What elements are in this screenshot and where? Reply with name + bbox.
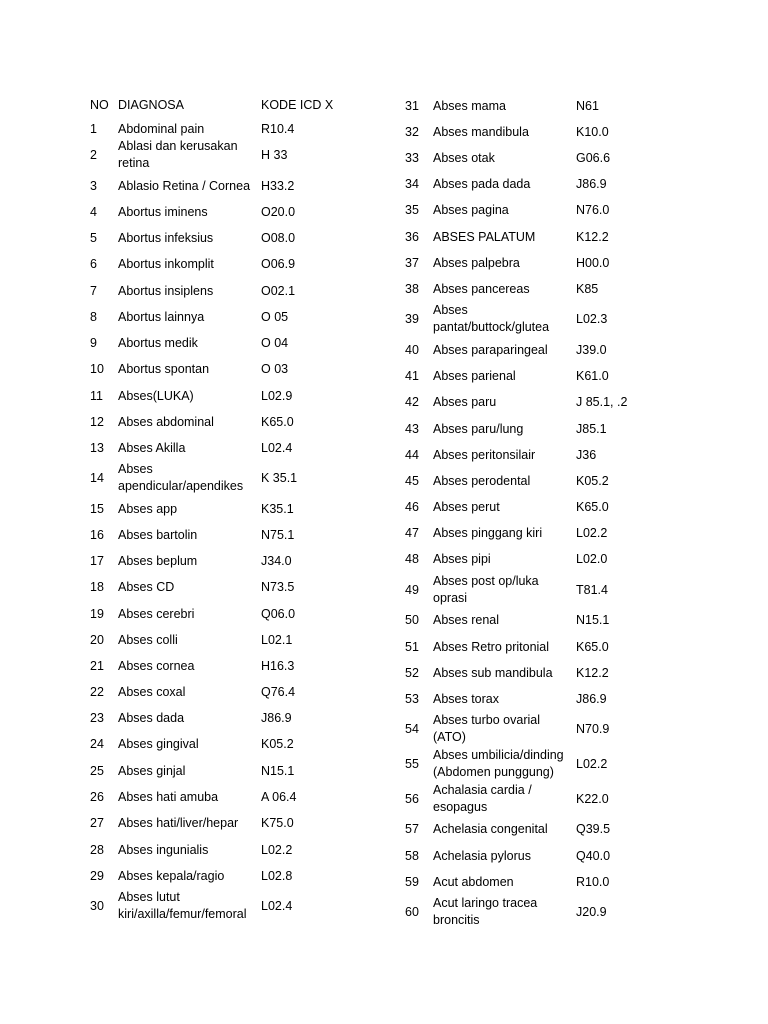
row-kode: K12.2 [576, 665, 609, 680]
row-diagnosa: Abses mama [433, 98, 506, 113]
row-kode: L02.2 [261, 842, 293, 857]
row-number: 41 [405, 368, 419, 383]
row-kode: J36 [576, 447, 597, 462]
row-number: 34 [405, 176, 419, 191]
row-diagnosa: Abses pada dada [433, 176, 531, 191]
row-number: 49 [405, 582, 419, 597]
table-row [90, 500, 294, 518]
row-diagnosa: Abses beplum [118, 553, 198, 568]
row-kode: A 06.4 [261, 789, 297, 804]
row-number: 33 [405, 150, 419, 165]
table-row [405, 847, 610, 865]
row-diagnosa: Abses ginjal [118, 763, 186, 778]
table-header [90, 97, 333, 114]
row-kode: J85.1 [576, 421, 607, 436]
table-row [90, 120, 294, 138]
row-number: 5 [90, 230, 97, 245]
table-row [405, 895, 607, 929]
row-diagnosa: Abses umbilicia/dinding (Abdomen punggung) [433, 748, 564, 779]
row-diagnosa: Abses abdominal [118, 414, 214, 429]
table-row [90, 657, 294, 675]
row-kode: O 05 [261, 309, 289, 324]
table-row [90, 177, 294, 195]
row-kode: R10.0 [576, 874, 610, 889]
row-kode: L02.8 [261, 868, 293, 883]
table-row [90, 889, 292, 923]
row-number: 40 [405, 342, 419, 357]
table-row [90, 138, 287, 172]
row-diagnosa: Abortus infeksius [118, 230, 214, 245]
table-row [405, 420, 607, 438]
row-kode: Q76.4 [261, 684, 296, 699]
row-kode: H 33 [261, 147, 288, 162]
row-number: 54 [405, 721, 419, 736]
table-row [405, 820, 610, 838]
table-row [90, 526, 294, 544]
row-number: 23 [90, 710, 104, 725]
row-kode: N15.1 [261, 763, 295, 778]
row-kode: O20.0 [261, 204, 296, 219]
row-diagnosa: Abses paru [433, 394, 497, 409]
row-diagnosa: Abortus inkomplit [118, 256, 214, 271]
row-diagnosa: Abses pagina [433, 202, 509, 217]
row-diagnosa: Abses CD [118, 579, 175, 594]
row-number: 7 [90, 283, 97, 298]
row-diagnosa: Abses gingival [118, 736, 199, 751]
row-number: 13 [90, 440, 104, 455]
table-row [405, 611, 609, 629]
row-number: 22 [90, 684, 104, 699]
row-number: 56 [405, 791, 419, 806]
row-kode: L02.4 [261, 440, 293, 455]
row-kode: J86.9 [261, 710, 292, 725]
table-row [90, 461, 297, 495]
row-kode: N73.5 [261, 579, 295, 594]
row-number: 11 [90, 388, 103, 403]
table-row [90, 578, 294, 596]
row-number: 6 [90, 256, 97, 271]
table-row [405, 280, 598, 298]
table-row [405, 690, 607, 708]
row-kode: K05.2 [576, 473, 609, 488]
row-kode: K65.0 [261, 414, 294, 429]
row-diagnosa: Abses turbo ovarial (ATO) [433, 713, 541, 744]
row-number: 18 [90, 579, 104, 594]
row-kode: L02.4 [261, 898, 293, 913]
table-row [90, 203, 295, 221]
table-row [90, 308, 288, 326]
row-diagnosa: Abses Akilla [118, 440, 186, 455]
table-row [405, 747, 607, 781]
row-number: 36 [405, 229, 419, 244]
table-row [90, 814, 294, 832]
row-kode: J20.9 [576, 904, 607, 919]
row-diagnosa: Abses palpebra [433, 255, 520, 270]
table-row [90, 229, 295, 247]
row-number: 47 [405, 525, 419, 540]
row-diagnosa: Abses perut [433, 499, 500, 514]
table-row [405, 175, 607, 193]
row-kode: L02.3 [576, 311, 608, 326]
row-number: 27 [90, 815, 104, 830]
row-diagnosa: Abortus medik [118, 335, 198, 350]
header-diagnosa: DIAGNOSA [118, 98, 184, 112]
row-diagnosa: Abortus lainnya [118, 309, 205, 324]
header-kode: KODE ICD X [261, 98, 334, 112]
table-row [90, 360, 288, 378]
table-row [90, 255, 295, 273]
row-diagnosa: Abses pantat/buttock/glutea [433, 303, 550, 334]
row-kode: K35.1 [261, 501, 294, 516]
table-row [405, 201, 609, 219]
row-number: 59 [405, 874, 419, 889]
row-number: 30 [90, 898, 104, 913]
row-kode: N61 [576, 98, 599, 113]
row-kode: K85 [576, 281, 599, 296]
row-kode: J39.0 [576, 342, 607, 357]
table-row [405, 123, 609, 141]
row-kode: G06.6 [576, 150, 611, 165]
table-row [405, 149, 610, 167]
row-number: 44 [405, 447, 419, 462]
row-diagnosa: Abses parienal [433, 368, 516, 383]
row-diagnosa: Acut laringo tracea broncitis [433, 896, 538, 927]
table-row [90, 788, 296, 806]
row-number: 38 [405, 281, 419, 296]
row-diagnosa: Abses app [118, 501, 178, 516]
row-kode: L02.1 [261, 632, 293, 647]
row-kode: R10.4 [261, 121, 295, 136]
row-diagnosa: ABSES PALATUM [433, 229, 536, 244]
row-kode: Q40.0 [576, 848, 611, 863]
row-diagnosa: Abses hati amuba [118, 789, 219, 804]
row-diagnosa: Ablasi dan kerusakan retina [118, 139, 238, 170]
row-number: 25 [90, 763, 104, 778]
table-row [90, 762, 294, 780]
row-number: 26 [90, 789, 104, 804]
table-row [90, 735, 294, 753]
row-diagnosa: Achelasia pylorus [433, 848, 531, 863]
row-number: 60 [405, 904, 419, 919]
row-number: 42 [405, 394, 419, 409]
row-number: 10 [90, 361, 104, 376]
row-number: 2 [90, 147, 97, 162]
row-number: 48 [405, 551, 419, 566]
row-number: 24 [90, 736, 104, 751]
row-kode: K22.0 [576, 791, 609, 806]
row-number: 8 [90, 309, 97, 324]
row-diagnosa: Abses pinggang kiri [433, 525, 543, 540]
row-kode: Q06.0 [261, 606, 296, 621]
row-number: 20 [90, 632, 104, 647]
row-diagnosa: Achalasia cardia / esopagus [433, 783, 532, 814]
row-kode: J 85.1, .2 [576, 394, 628, 409]
row-diagnosa: Abses otak [433, 150, 495, 165]
table-row [405, 228, 609, 246]
row-kode: H16.3 [261, 658, 295, 673]
row-number: 32 [405, 124, 419, 139]
row-number: 53 [405, 691, 419, 706]
row-diagnosa: Abses post op/luka oprasi [433, 574, 539, 605]
row-kode: H33.2 [261, 178, 295, 193]
row-number: 19 [90, 606, 104, 621]
row-diagnosa: Abortus spontan [118, 361, 210, 376]
row-kode: L02.2 [576, 756, 608, 771]
table-row [405, 393, 627, 411]
row-kode: J34.0 [261, 553, 292, 568]
table-row [405, 97, 599, 115]
row-diagnosa: Abortus insiplens [118, 283, 214, 298]
table-row [405, 367, 609, 385]
table-row [405, 472, 609, 490]
row-number: 31 [405, 98, 419, 113]
row-diagnosa: Acut abdomen [433, 874, 514, 889]
row-diagnosa: Abses pipi [433, 551, 491, 566]
row-number: 21 [90, 658, 104, 673]
row-kode: J86.9 [576, 176, 607, 191]
row-number: 58 [405, 848, 419, 863]
row-number: 50 [405, 612, 419, 627]
row-diagnosa: Achelasia congenital [433, 821, 548, 836]
table-row [405, 782, 609, 816]
row-kode: O 03 [261, 361, 289, 376]
table-row [90, 841, 292, 859]
row-diagnosa: Abses lutut kiri/axilla/femur/femoral [118, 890, 247, 921]
table-row [405, 254, 609, 272]
row-number: 37 [405, 255, 419, 270]
row-diagnosa: Abses torax [433, 691, 500, 706]
table-row [405, 573, 608, 607]
row-kode: J86.9 [576, 691, 607, 706]
row-diagnosa: Abses apendicular/apendikes [118, 462, 244, 493]
row-number: 3 [90, 178, 97, 193]
row-diagnosa: Abses mandibula [433, 124, 529, 139]
row-number: 45 [405, 473, 419, 488]
row-number: 57 [405, 821, 419, 836]
table-row [405, 550, 607, 568]
row-diagnosa: Abortus iminens [118, 204, 208, 219]
table-row [90, 334, 288, 352]
row-diagnosa: Abses Retro pritonial [433, 639, 550, 654]
row-kode: T81.4 [576, 582, 608, 597]
row-diagnosa: Abses cornea [118, 658, 195, 673]
row-kode: N76.0 [576, 202, 610, 217]
row-number: 16 [90, 527, 104, 542]
row-number: 29 [90, 868, 104, 883]
row-kode: K75.0 [261, 815, 294, 830]
row-number: 39 [405, 311, 419, 326]
row-kode: L02.9 [261, 388, 293, 403]
row-diagnosa: Abses renal [433, 612, 500, 627]
row-number: 51 [405, 639, 419, 654]
table-row [90, 709, 292, 727]
row-number: 14 [90, 470, 104, 485]
row-kode: K12.2 [576, 229, 609, 244]
row-diagnosa: Abses hati/liver/hepar [118, 815, 239, 830]
row-diagnosa: Abses paraparingeal [433, 342, 548, 357]
row-number: 15 [90, 501, 104, 516]
row-diagnosa: Abses pancereas [433, 281, 530, 296]
row-number: 4 [90, 204, 97, 219]
row-kode: O 04 [261, 335, 289, 350]
row-kode: L02.2 [576, 525, 608, 540]
row-number: 9 [90, 335, 97, 350]
row-diagnosa: Abses perodental [433, 473, 531, 488]
row-number: 52 [405, 665, 419, 680]
row-diagnosa: Abses ingunialis [118, 842, 209, 857]
table-row [90, 683, 295, 701]
table-row [90, 439, 292, 457]
row-kode: K 35.1 [261, 470, 298, 485]
row-diagnosa: Abses dada [118, 710, 185, 725]
row-number: 35 [405, 202, 419, 217]
table-row [90, 413, 294, 431]
table-row [405, 498, 609, 516]
row-kode: K05.2 [261, 736, 294, 751]
row-diagnosa: Abses colli [118, 632, 178, 647]
table-row [90, 552, 292, 570]
row-kode: O02.1 [261, 283, 296, 298]
row-number: 17 [90, 553, 104, 568]
table-row [405, 873, 609, 891]
row-number: 43 [405, 421, 419, 436]
row-diagnosa: Abses coxal [118, 684, 186, 699]
row-diagnosa: Abses cerebri [118, 606, 195, 621]
row-kode: H00.0 [576, 255, 610, 270]
header-no: NO [90, 98, 109, 112]
row-kode: L02.0 [576, 551, 608, 566]
row-kode: O06.9 [261, 256, 296, 271]
row-kode: K10.0 [576, 124, 609, 139]
table-row [405, 712, 609, 746]
row-kode: K65.0 [576, 639, 609, 654]
row-kode: K65.0 [576, 499, 609, 514]
row-diagnosa: Abdominal pain [118, 121, 205, 136]
row-kode: O08.0 [261, 230, 296, 245]
row-diagnosa: Abses(LUKA) [118, 388, 194, 403]
table-row [405, 446, 596, 464]
row-number: 28 [90, 842, 104, 857]
row-number: 12 [90, 414, 104, 429]
row-diagnosa: Abses kepala/ragio [118, 868, 225, 883]
table-row [405, 302, 607, 336]
table-row [90, 867, 292, 885]
table-row [405, 664, 609, 682]
table-row [405, 341, 607, 359]
table-row [90, 631, 292, 649]
row-diagnosa: Abses paru/lung [433, 421, 524, 436]
table-row [90, 605, 295, 623]
row-number: 55 [405, 756, 419, 771]
row-kode: N15.1 [576, 612, 610, 627]
row-kode: K61.0 [576, 368, 609, 383]
row-kode: N75.1 [261, 527, 295, 542]
table-row [405, 524, 607, 542]
row-diagnosa: Abses peritonsilair [433, 447, 536, 462]
table-row [405, 638, 609, 656]
row-diagnosa: Ablasio Retina / Cornea [118, 178, 251, 193]
table-row [90, 282, 295, 300]
row-number: 46 [405, 499, 419, 514]
row-kode: Q39.5 [576, 821, 611, 836]
row-diagnosa: Abses sub mandibula [433, 665, 553, 680]
row-kode: N70.9 [576, 721, 610, 736]
table-row [90, 387, 292, 405]
row-diagnosa: Abses bartolin [118, 527, 198, 542]
row-number: 1 [90, 121, 97, 136]
